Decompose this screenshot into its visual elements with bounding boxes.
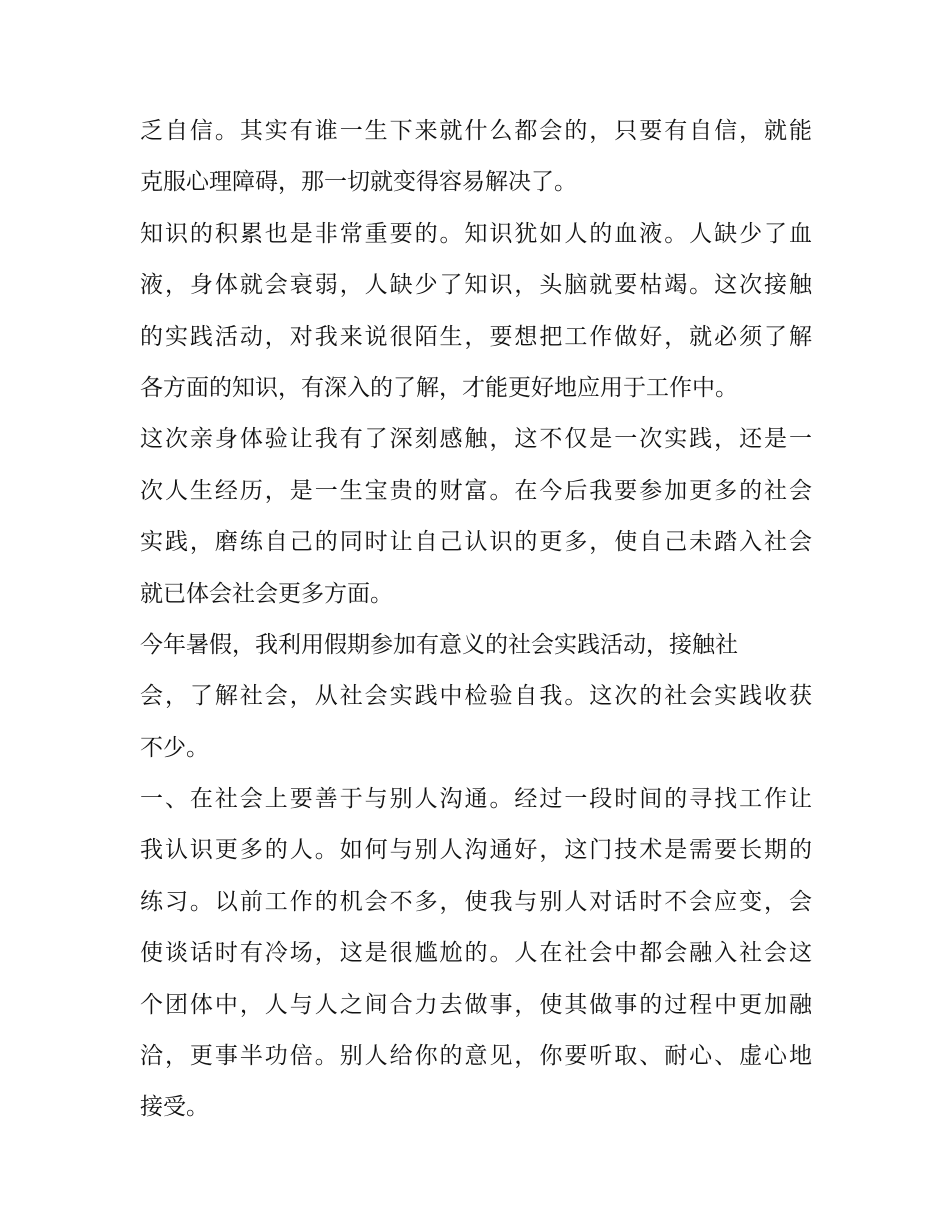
text-line: 使谈话时有冷场，这是很尴尬的。人在社会中都会融入社会这 xyxy=(140,940,812,967)
text-line: 这次亲身体验让我有了深刻感触，这不仅是一次实践，还是一 xyxy=(140,426,812,453)
text-line: 各方面的知识，有深入的了解，才能更好地应用于工作中。 xyxy=(140,374,738,401)
text-line: 洽，更事半功倍。别人给你的意见，你要听取、耐心、虚心地 xyxy=(140,1043,812,1070)
text-line: 实践，磨练自己的同时让自己认识的更多，使自己未踏入社会 xyxy=(140,529,812,556)
text-line: 次人生经历，是一生宝贵的财富。在今后我要参加更多的社会 xyxy=(140,477,812,504)
text-line: 接受。 xyxy=(140,1094,209,1121)
text-line: 的实践活动，对我来说很陌生，要想把工作做好，就必须了解 xyxy=(140,323,812,350)
text-line: 知识的积累也是非常重要的。知识犹如人的血液。人缺少了血 xyxy=(140,220,812,247)
text-line: 液，身体就会衰弱，人缺少了知识，头脑就要枯竭。这次接触 xyxy=(140,272,812,299)
text-line: 今年暑假，我利用假期参加有意义的社会实践活动，接触社 xyxy=(140,631,738,658)
text-line: 不少。 xyxy=(140,734,209,761)
text-line: 练习。以前工作的机会不多，使我与别人对话时不会应变，会 xyxy=(140,888,812,915)
text-line: 就已体会社会更多方面。 xyxy=(140,580,393,607)
text-line: 乏自信。其实有谁一生下来就什么都会的，只要有自信，就能 xyxy=(140,118,812,144)
text-line: 会，了解社会，从社会实践中检验自我。这次的社会实践收获 xyxy=(140,683,812,710)
text-line: 克服心理障碍，那一切就变得容易解决了。 xyxy=(140,169,577,196)
text-line: 一、在社会上要善于与别人沟通。经过一段时间的寻找工作让 xyxy=(140,786,812,813)
text-line: 我认识更多的人。如何与别人沟通好，这门技术是需要长期的 xyxy=(140,837,812,864)
text-line: 个团体中，人与人之间合力去做事，使其做事的过程中更加融 xyxy=(140,991,812,1018)
body-text xyxy=(140,106,812,1134)
